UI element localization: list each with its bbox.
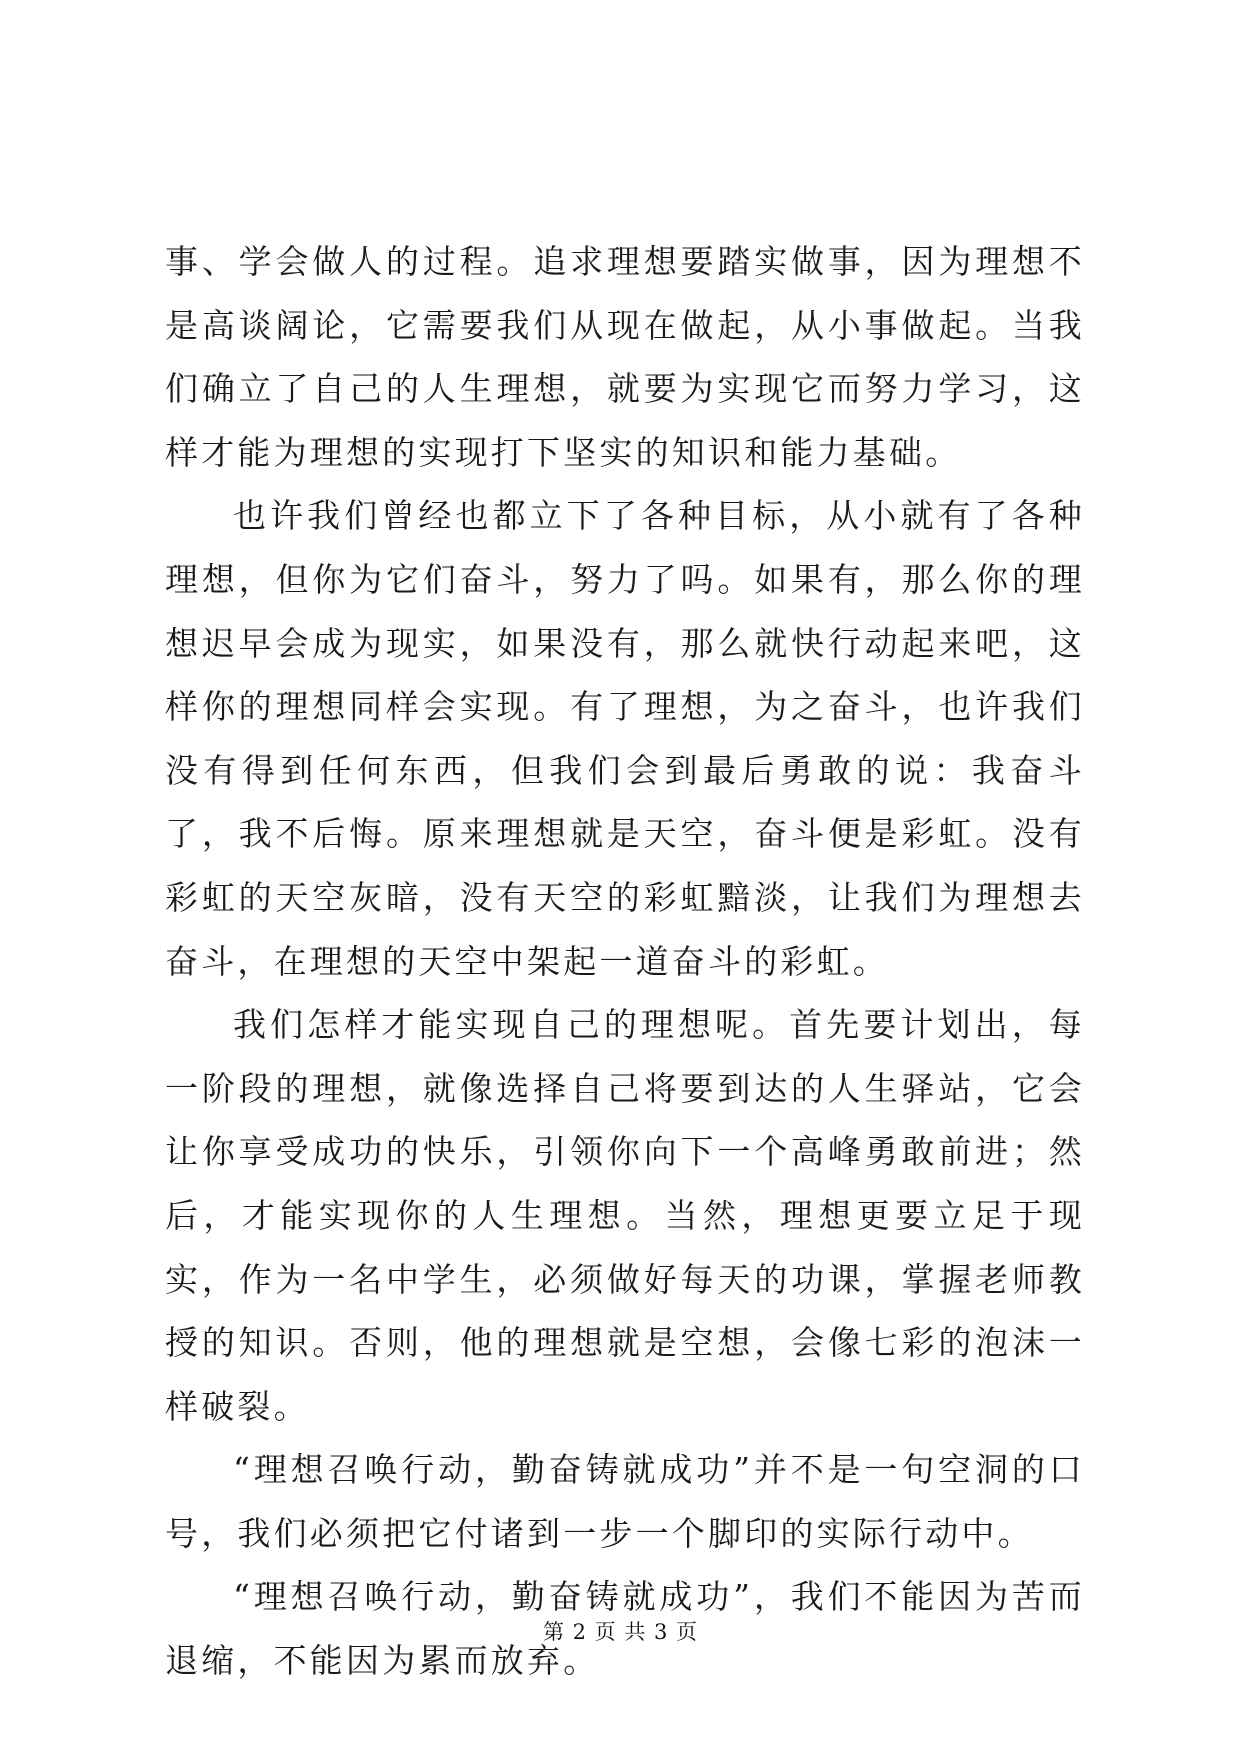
document-body <box>165 230 1085 1693</box>
paragraph-5: “理想召唤行动，勤奋铸就成功”，我们不能因为苦而退缩，不能因为累而放弃。 <box>165 1577 1085 1681</box>
paragraph-3: 我们怎样才能实现自己的理想呢。首先要计划出，每一阶段的理想，就像选择自己将要到达的人生驿站，它会让你享受成功的快乐，引领你向下一个高峰勇敢前进；然后，才能实现你的人生理想。当然，理想更要立足于现实，作为一名中学生，必须做好每天的功课，掌握老师教授的知识。否则，他的理想就是空想，会像七彩的泡沫一样破裂。 <box>165 1005 1085 1426</box>
paragraph-4: “理想召唤行动，勤奋铸就成功”并不是一句空洞的口号，我们必须把它付诸到一步一个脚印的实际行动中。 <box>165 1450 1085 1553</box>
page-footer: 第 2 页 共 3 页 <box>542 1620 699 1644</box>
paragraph-1: 事、学会做人的过程。追求理想要踏实做事，因为理想不是高谈阔论，它需要我们从现在做起，从小事做起。当我们确立了自己的人生理想，就要为实现它而努力学习，这样才能为理想的实现打下坚实的知识和能力基础。 <box>165 242 1085 472</box>
paragraph-2: 也许我们曾经也都立下了各种目标，从小就有了各种理想，但你为它们奋斗，努力了吗。如果有，那么你的理想迟早会成为现实，如果没有，那么就快行动起来吧，这样你的理想同样会实现。有了理想，为之奋斗，也许我们没有得到任何东西，但我们会到最后勇敢的说：我奋斗了，我不后悔。原来理想就是天空，奋斗便是彩虹。没有彩虹的天空灰暗，没有天空的彩虹黯淡，让我们为理想去奋斗，在理想的天空中架起一道奋斗的彩虹。 <box>165 496 1085 981</box>
